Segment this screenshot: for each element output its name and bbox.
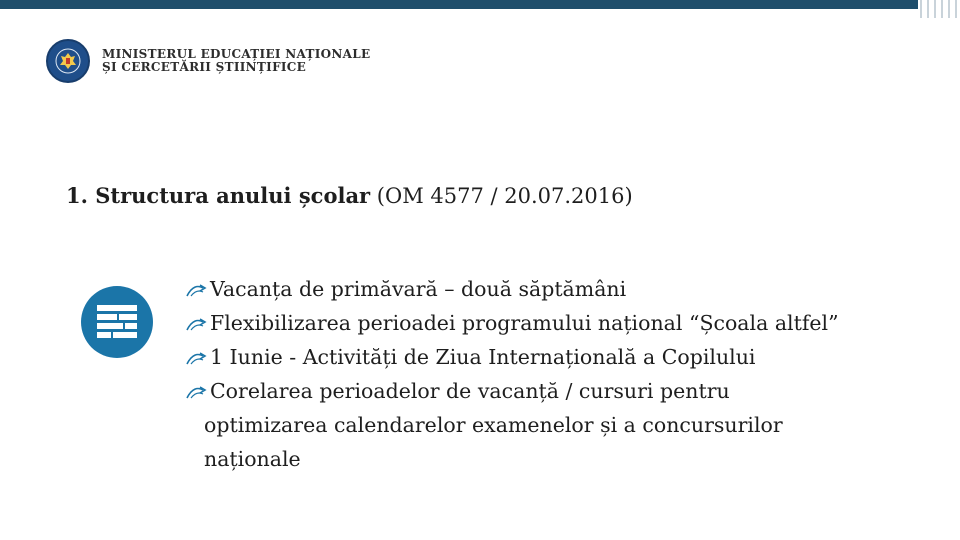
bullet-arrow-icon (186, 284, 208, 298)
list-item (186, 340, 906, 374)
slide-title (66, 183, 633, 208)
list-item-text: Flexibilizarea perioadei programului național “Școala altfel” (210, 311, 839, 335)
list-item (186, 306, 906, 340)
slide-title-main: 1. Structura anului școlar (66, 183, 371, 208)
list-item-text: 1 Iunie - Activități de Ziua Internațională a Copilului (210, 345, 756, 369)
list-item (186, 272, 906, 306)
document-list-icon (81, 286, 153, 358)
bullet-arrow-icon (186, 352, 208, 366)
ministry-name-line1: MINISTERUL EDUCAȚIEI NAȚIONALE (102, 47, 371, 61)
list-item-text: Vacanța de primăvară – două săptămâni (210, 277, 627, 301)
bullet-list (186, 272, 906, 476)
top-accent-bar (0, 0, 918, 9)
list-item-text: Corelarea perioadelor de vacanță / cursuri pentru (210, 379, 730, 403)
bullet-arrow-icon (186, 318, 208, 332)
slide-title-reference: (OM 4577 / 20.07.2016) (370, 184, 633, 208)
list-item (186, 374, 906, 408)
ministry-name-line2: ȘI CERCETĂRII ȘTIINȚIFICE (102, 60, 307, 74)
corner-stripes (918, 0, 960, 18)
bullet-arrow-icon (186, 386, 208, 400)
ministry-logo (46, 39, 370, 83)
list-item-continuation: naționale (204, 447, 301, 471)
ministry-name (102, 48, 370, 74)
list-item-continuation: optimizarea calendarelor examenelor și a concursurilor (204, 413, 783, 437)
romanian-government-seal-icon (46, 39, 90, 83)
